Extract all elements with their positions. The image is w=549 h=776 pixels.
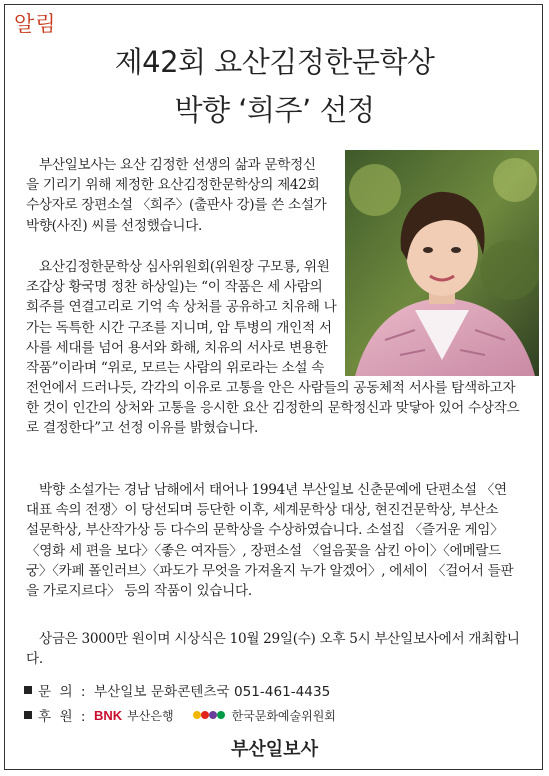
text-line: 가는 독특한 시간 구조를 지니며, 암 투병의 개인적 서 bbox=[26, 319, 332, 336]
sponsor-info bbox=[24, 705, 336, 725]
title-line-2: 박향 ‘희주’ 선정 bbox=[174, 93, 375, 127]
bullet-square-icon bbox=[24, 686, 32, 694]
text-line: 희주를 연결고리로 기억 속 상처를 공유하고 치유해 나 bbox=[26, 299, 337, 316]
bullet-square-icon bbox=[24, 711, 32, 719]
sponsor-arts-council: 한국문화예술위원회 bbox=[231, 708, 336, 723]
publisher-name: 부산일보사 bbox=[231, 739, 318, 760]
paragraph-intro bbox=[26, 155, 336, 236]
text-line: 박향 소설가는 경남 남해에서 태어나 1994년 부산일보 신춘문예에 단편소설 〈연 bbox=[39, 482, 507, 498]
sponsor-label: 후 원 : bbox=[38, 709, 88, 725]
text-line: 로 결정한다”고 선정 이유를 밝혔습니다. bbox=[26, 420, 259, 437]
text-line: 설문학상, 부산작가상 등 다수의 문학상을 수상하였습니다. 소설집 〈즐거운 게임〉 bbox=[26, 522, 504, 539]
text-line: 상금은 3000만 원이며 시상식은 10월 29일(수) 오후 5시 부산일보사에서 개최합니 bbox=[39, 631, 520, 647]
text-line: 을 가로지르다〉 등의 작품이 있습니다. bbox=[26, 583, 252, 600]
text-line: 궁〉〈카페 폴인러브〉〈파도가 무엇을 가져올지 누가 알겠어〉, 에세이 〈걸어서 들판 bbox=[26, 562, 514, 579]
paragraph-judges bbox=[26, 257, 336, 378]
text-line: 요산김정한문학상 심사위원회(위원장 구모룡, 위원 bbox=[39, 259, 330, 275]
text-line: 부산일보사는 요산 김정한 선생의 삶과 문학정신 bbox=[39, 157, 316, 173]
text-line: 조갑상 황국명 정찬 하상일)는 “이 작품은 세 사람의 bbox=[26, 279, 323, 296]
title-line-1: 제42회 요산김정한문학상 bbox=[114, 45, 435, 79]
text-line: 수상자로 장편소설 〈희주〉(출판사 강)를 쓴 소설가 bbox=[26, 197, 327, 214]
text-line: 〈영화 세 편을 보다〉〈좋은 여자들〉, 장편소설 〈얼음꽃을 삼킨 아이〉〈에메랄드 bbox=[26, 542, 501, 559]
paragraph-ceremony bbox=[26, 629, 521, 669]
text-line: 한 것이 인간의 상처와 고통을 응시한 요산 김정한의 문학정신과 맞닿아 있어 수상작으 bbox=[26, 400, 520, 417]
text-line: 대표 속의 전쟁〉이 당선되며 등단한 이후, 세계문학상 대상, 현진건문학상, 부산소 bbox=[26, 502, 499, 519]
text-line: 박향(사진) 씨를 선정했습니다. bbox=[26, 217, 203, 234]
arts-council-logo-icon bbox=[192, 708, 226, 722]
author-photo bbox=[345, 150, 539, 376]
text-line: 사를 세대를 넘어 용서와 화해, 치유의 서사로 변용한 bbox=[26, 339, 328, 356]
text-line: 을 기리기 위해 제정한 요산김정한문학상의 제42회 bbox=[26, 177, 320, 194]
paragraph-author-bio bbox=[26, 480, 521, 601]
notice-tag: 알림 bbox=[14, 12, 57, 36]
contact-value: 부산일보 문화콘텐츠국 051-461-4435 bbox=[94, 684, 331, 700]
sponsor-busan-bank: 부산은행 bbox=[127, 708, 174, 723]
paragraph-judges-continued bbox=[26, 378, 521, 439]
text-line: 전언에서 드러나듯, 각각의 이유로 고통을 안은 사람들의 공동체적 서사를 탐색하고자 bbox=[26, 380, 516, 396]
contact-label: 문 의 : bbox=[38, 684, 88, 700]
text-line: 작품”이라며 “위로, 모르는 사람의 위로라는 소설 속 bbox=[26, 360, 325, 377]
contact-info bbox=[24, 680, 330, 700]
text-line: 다. bbox=[26, 651, 43, 668]
bnk-logo: BNK bbox=[94, 707, 123, 723]
